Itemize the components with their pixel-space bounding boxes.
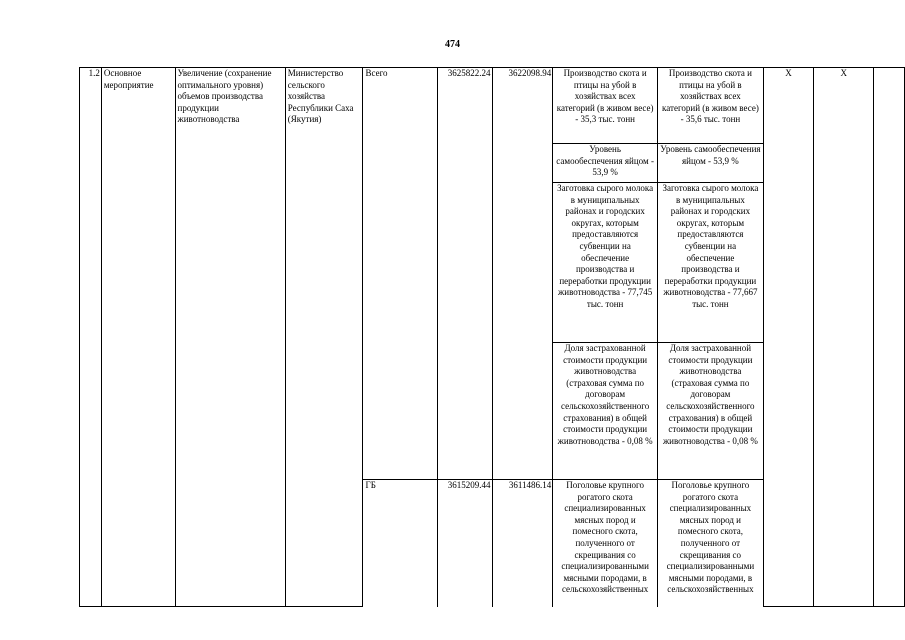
event-title: Увеличение (сохранение оптимального уровня) объемов производства продукции животноводства [175,68,285,607]
indicator-cell: Доля застрахованной стоимости продукции животноводства (страховая сумма по договорам сельскохозяйственного страхования) в общей стоимости продукции животноводства - 0,08 % [658,343,764,480]
x-mark: X [763,68,813,607]
event-type: Основное мероприятие [101,68,175,607]
indicator-cell: Производство скота и птицы на убой в хозяйствах всех категорий (в живом весе) - 35,3 тыс. тонн [553,68,658,144]
source-value-1: 3625822.24 [437,68,492,480]
source-value-2: 3622098.94 [492,68,553,480]
indicator-cell: Уровень самообеспечения яйцом - 53,9 % [658,144,764,183]
indicator-cell: Уровень самообеспечения яйцом - 53,9 % [553,144,658,183]
table-row [80,68,905,144]
indicator-cell: Заготовка сырого молока в муниципальных районах и городских округах, которым предоставляются субвенции на обеспечение производства и переработки продукции животноводства - 77,745 тыс. тонн [553,183,658,343]
executor: Министерство сельского хозяйства Республики Саха (Якутия) [285,68,363,607]
indicator-cell [553,480,658,607]
indicator-text: Поголовье крупного рогатого скота специализированных мясных пород и помесного скота, полученного от скрещивания со специализированными мясными породами, в сельскохозяйственных [666,480,755,595]
indicator-cell: Производство скота и птицы на убой в хозяйствах всех категорий (в живом весе) - 35,6 тыс. тонн [658,68,764,144]
empty-cell [874,68,905,607]
source-name: Всего [363,68,437,480]
indicator-cell: Доля застрахованной стоимости продукции животноводства (страховая сумма по договорам сельскохозяйственного страхования) в общей стоимости продукции животноводства - 0,08 % [553,343,658,480]
program-table [79,67,905,607]
indicator-cell [658,480,764,607]
source-value-1: 3615209.44 [437,480,492,607]
source-name: ГБ [363,480,437,607]
indicator-text: Поголовье крупного рогатого скота специализированных мясных пород и помесного скота, полученного от скрещивания со специализированными мясными породами, в сельскохозяйственных [561,480,649,595]
source-value-2: 3611486.14 [492,480,553,607]
page-number: 474 [445,39,460,50]
row-number: 1.2 [80,68,102,607]
indicator-cell: Заготовка сырого молока в муниципальных районах и городских округах, которым предоставляются субвенции на обеспечение производства и переработки продукции животноводства - 77,667 тыс. тонн [658,183,764,343]
x-mark: X [814,68,874,607]
